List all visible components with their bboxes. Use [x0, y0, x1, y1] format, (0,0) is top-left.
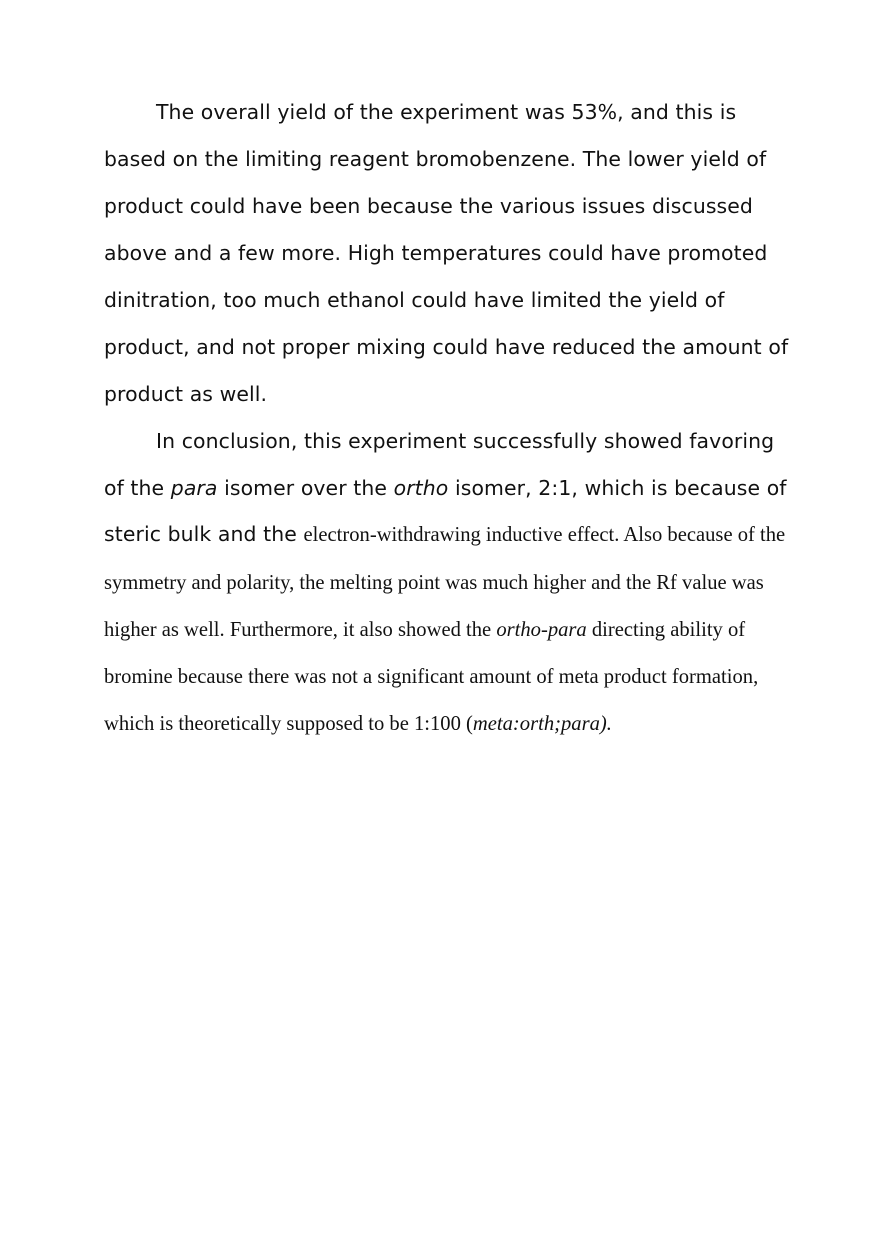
text-run: which is theoretically supposed to be 1:100 (: [104, 713, 473, 735]
text-line: product could have been because the various issues discussed: [104, 194, 753, 218]
text-line: [104, 619, 745, 642]
text-line: product, and not proper mixing could have reduced the amount of: [104, 335, 789, 359]
italic-term-ortho-para: ortho-para: [496, 619, 587, 641]
text-run: isomer over the: [217, 476, 394, 500]
text-run: higher as well. Furthermore, it also showed the: [104, 619, 497, 641]
italic-term-ortho: ortho: [393, 476, 449, 500]
text-line: [104, 713, 612, 736]
text-line: [104, 476, 787, 500]
text-run-serif: electron-withdrawing inductive effect. Also because of the: [303, 524, 786, 546]
italic-ratio: meta:orth;para).: [472, 713, 612, 735]
text-run: steric bulk and the: [104, 522, 304, 546]
text-run: isomer, 2:1, which is because of: [448, 476, 787, 500]
text-line: above and a few more. High temperatures could have promoted: [104, 241, 768, 265]
text-line: dinitration, too much ethanol could have limited the yield of: [104, 288, 725, 312]
italic-term-para: para: [170, 476, 218, 500]
text-line: symmetry and polarity, the melting point was much higher and the Rf value was: [104, 572, 764, 594]
text-line: based on the limiting reagent bromobenzene. The lower yield of: [104, 147, 767, 171]
text-line: [104, 522, 785, 547]
text-line: The overall yield of the experiment was 53%, and this is: [156, 100, 737, 124]
text-line: In conclusion, this experiment successfully showed favoring: [156, 429, 775, 453]
text-line: bromine because there was not a significant amount of meta product formation,: [104, 666, 759, 688]
text-line: product as well.: [104, 382, 268, 406]
text-run: directing ability of: [586, 619, 746, 641]
text-run: of the: [104, 476, 171, 500]
